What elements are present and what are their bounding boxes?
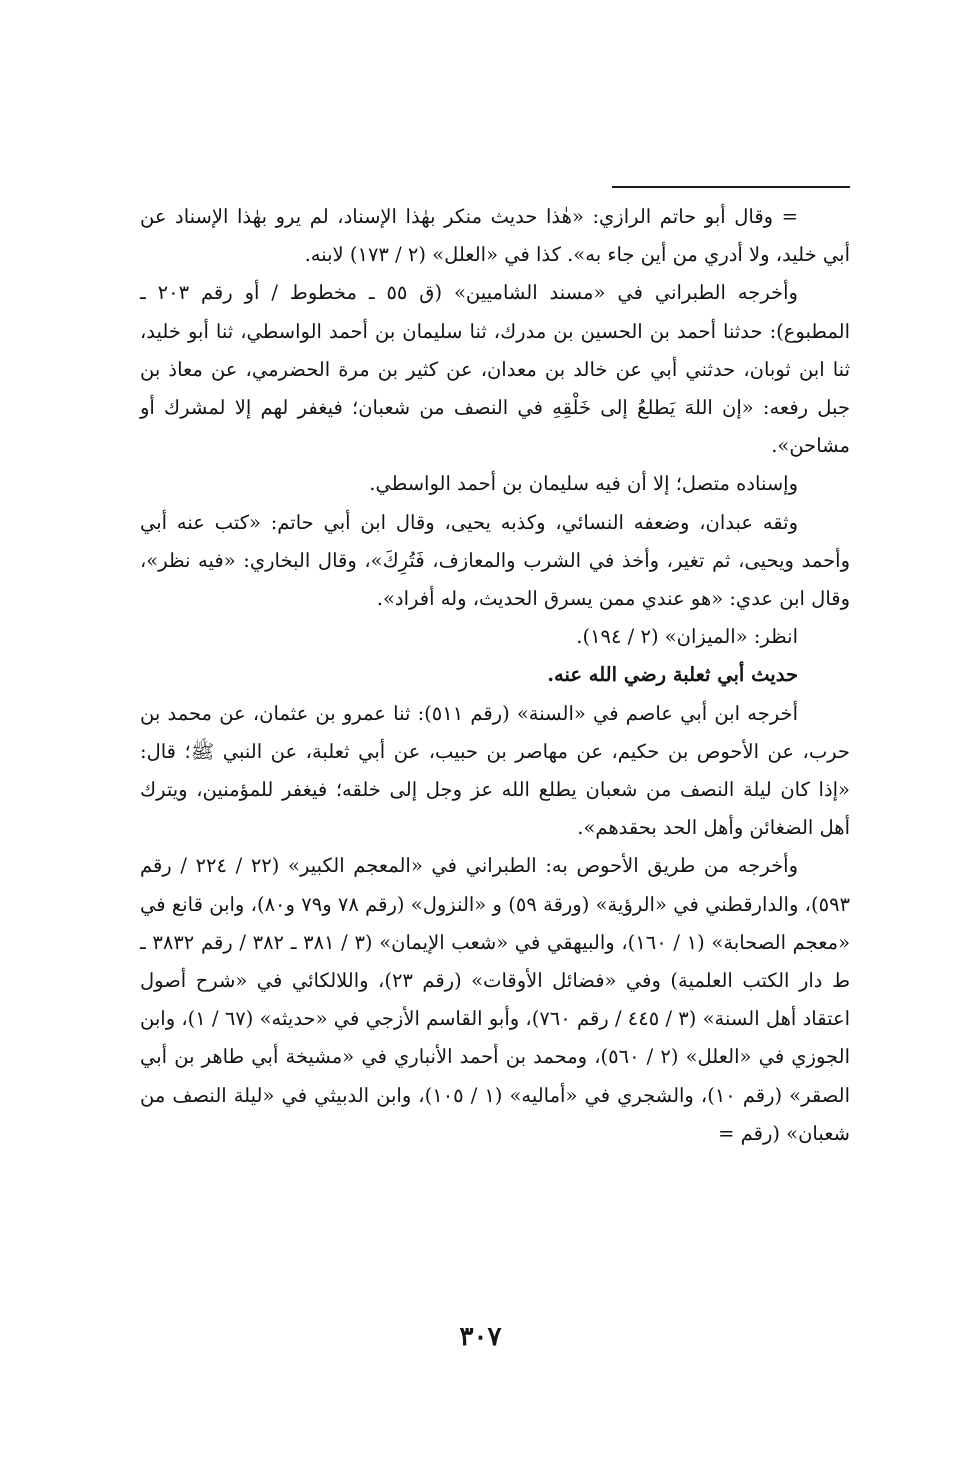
paragraph-tabarani-musnad: وأخرجه الطبراني في «مسند الشاميين» (ق ٥٥ ـ مخطوط / أو رقم ٢٠٣ ـ المطبوع): حدثنا أحمد بن الحسين بن مدرك، ثنا سليمان بن أحمد الواسطي، ثنا أبو خليد، ثنا ابن ثوبان، حدثني أبي عن خالد بن معدان، عن كثير بن مرة الحضرمي، عن معاذ بن جبل رفعه: «إن اللهَ يَطلعُ إلى خَلْقِهِ في النصف من شعبان؛ فيغفر لهم إلا لمشرك أو مشاحن».	[140, 281, 850, 458]
paragraph-isnad-note: وإسناده متصل؛ إلا أن فيه سليمان بن أحمد الواسطي.	[369, 472, 798, 496]
section-heading-abu-thalaba: حديث أبي ثعلبة رضي الله عنه.	[547, 663, 798, 687]
footnote-text-block	[140, 198, 850, 1153]
paragraph-ibn-abi-asim: أخرجه ابن أبي عاصم في «السنة» (رقم ٥١١): ثنا عمرو بن عثمان، عن محمد بن حرب، عن الأحوص بن حكيم، عن مهاصر بن حبيب، عن أبي ثعلبة، عن النبي ﷺ؛ قال: «إذا كان ليلة النصف من شعبان يطلع الله عز وجل إلى خلقه؛ فيغفر للمؤمنين، ويترك أهل الضغائن وأهل الحد بحقدهم».	[140, 701, 850, 840]
footnote-separator-rule	[612, 186, 850, 188]
paragraph-reference-mizan: انظر: «الميزان» (٢ / ١٩٤).	[576, 625, 798, 649]
page-number: ٣٠٧	[459, 1322, 502, 1352]
paragraph-narrator-criticism: وثقه عبدان، وضعفه النسائي، وكذبه يحيى، وقال ابن أبي حاتم: «كتب عنه أبي وأحمد ويحيى، ثم تغير، وأخذ في الشرب والمعازف، فَتُرِكَ»، وقال البخاري: «فيه نظر»، وقال ابن عدي: «هو عندي ممن يسرق الحديث، وله أفراد».	[140, 510, 850, 611]
paragraph-other-sources: وأخرجه من طريق الأحوص به: الطبراني في «المعجم الكبير» (٢٢ / ٢٢٤ / رقم ٥٩٣)، والدارقطني في «الرؤية» (ورقة ٥٩) و «النزول» (رقم ٧٨ و٧٩ و٨٠)، وابن قانع في «معجم الصحابة» (١ / ١٦٠)، والبيهقي في «شعب الإيمان» (٣ / ٣٨١ ـ ٣٨٢ / رقم ٣٨٣٢ ـ ط دار الكتب العلمية) وفي «فضائل الأوقات» (رقم ٢٣)، واللالكائي في «شرح أصول اعتقاد أهل السنة» (٣ / ٤٤٥ / رقم ٧٦٠)، وأبو القاسم الأزجي في «حديثه» (٦٧ / ١)، وابن الجوزي في «العلل» (٢ / ٥٦٠)، ومحمد بن أحمد الأنباري في «مشيخة أبي طاهر بن أبي الصقر» (رقم ١٠)، والشجري في «أماليه» (١ / ١٠٥)، وابن الدبيثي في «ليلة النصف من شعبان» (رقم =	[140, 854, 851, 1145]
paragraph-abu-hatim-quote: = وقال أبو حاتم الرازي: «هٰذا حديث منكر بهٰذا الإسناد، لم يرو بهٰذا الإسناد عن أبي خليد، ولا أدري من أين جاء به». كذا في «العلل» (٢ / ١٧٣) لابنه.	[140, 205, 850, 267]
